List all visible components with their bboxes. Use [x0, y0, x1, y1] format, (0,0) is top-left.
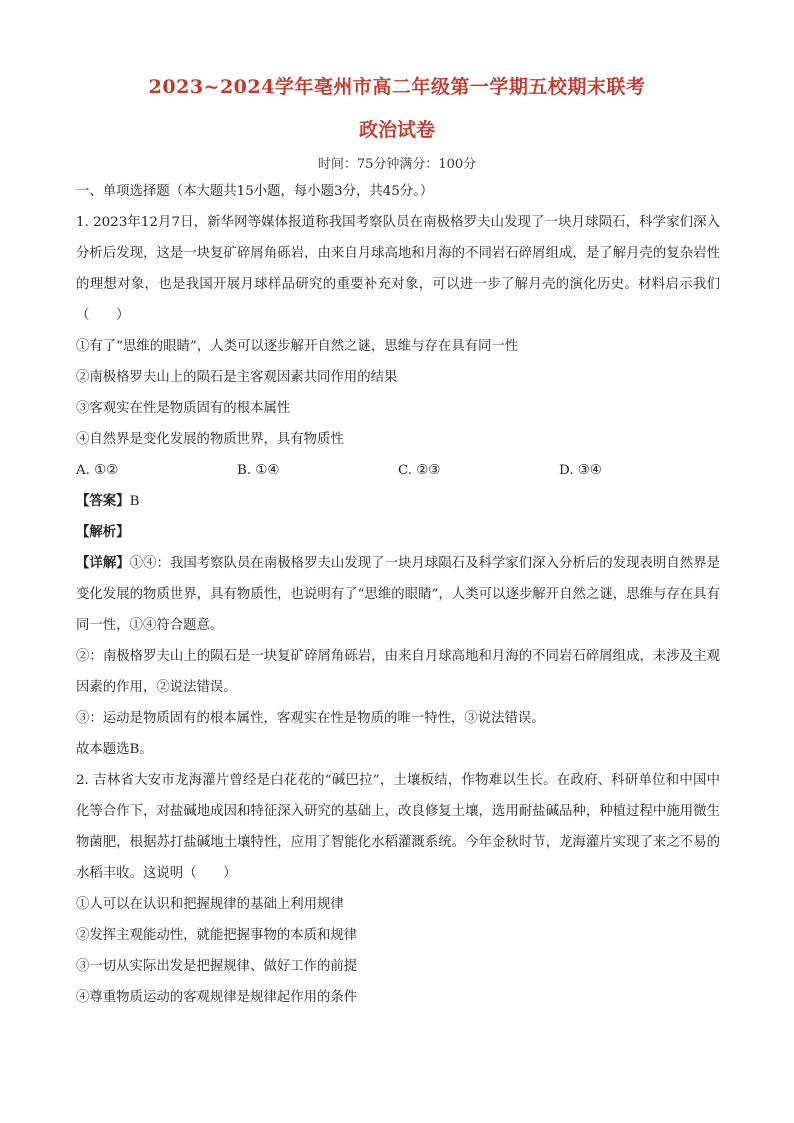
- q1-option-a: A. ①②: [76, 463, 119, 478]
- q2-statement-2: ②发挥主观能动性，就能把握事物的本质和规律: [76, 928, 358, 943]
- q1-statement-4: ④自然界是变化发展的物质世界，具有物质性: [76, 432, 344, 447]
- detail-tag: 【详解】: [76, 555, 130, 571]
- question-2-stem: 2. 吉林省大安市龙海灌片曾经是白花花的“碱巴拉”，土壤板结，作物难以生长。在政府、科研单位和中国中化等合作下，对盐碱地成因和特征深入研究的基础上，改良修复土壤，选用耐盐碱品种，种植过程中施用微生物菌肥，根据苏打盐碱地土壤特性，应用了智能化水稻灌溉系统。今年金秋时节，龙海灌片实现了来之不易的水稻丰收。这说明（ ）: [76, 773, 720, 881]
- q1-conclusion: 故本题选B。: [76, 742, 153, 757]
- q1-statement-2: ②南极格罗夫山上的陨石是主客观因素共同作用的结果: [76, 370, 398, 385]
- section-heading: 一、单项选择题（本大题共15小题，每小题3分，共45分。）: [76, 184, 434, 199]
- q1-statement-3: ③客观实在性是物质固有的根本属性: [76, 401, 291, 416]
- exam-meta: 时间：75分钟满分：100分: [317, 157, 477, 172]
- answer-value: B: [129, 494, 140, 509]
- q1-statement-1: ①有了“思维的眼睛”，人类可以逐步解开自然之谜，思维与存在具有同一性: [76, 339, 519, 354]
- question-1-stem: 1. 2023年12月7日，新华网等媒体报道称我国考察队员在南极格罗夫山发现了一块月球陨石，科学家们深入分析后发现，这是一块复矿碎屑角砾岩，由来自月球高地和月海的不同岩石碎屑组成，是了解月壳的复杂岩性的理想对象，也是我国开展月球样品研究的重要补充对象，可以进一步了解月壳的演化历史。材料启示我们（ ）: [76, 215, 720, 323]
- q2-statement-4: ④尊重物质运动的客观规律是规律起作用的条件: [76, 990, 358, 1005]
- q1-detail-2: ②：南极格罗夫山上的陨石是一块复矿碎屑角砾岩，由来自月球高地和月海的不同岩石碎屑组成，未涉及主观因素的作用，②说法错误。: [76, 649, 720, 695]
- q2-statement-1: ①人可以在认识和把握规律的基础上利用规律: [76, 897, 344, 912]
- q1-option-b: B. ①④: [237, 463, 280, 478]
- q1-detail-3: ③：运动是物质固有的根本属性，客观实在性是物质的唯一特性，③说法错误。: [76, 711, 545, 726]
- q1-analysis-tag: 【解析】: [76, 524, 130, 540]
- answer-tag: 【答案】: [76, 493, 130, 509]
- q1-detail-1-text: ①④：我国考察队员在南极格罗夫山发现了一块月球陨石及科学家们深入分析后的发现表明自然界是变化发展的物质世界，具有物质性，也说明有了“思维的眼睛”，人类可以逐步解开自然之谜，思维与存在具有同一性，①④符合题意。: [76, 556, 720, 633]
- exam-title: 2023~2024学年亳州市高二年级第一学期五校期末联考: [148, 76, 646, 98]
- q1-option-c: C. ②③: [398, 463, 441, 478]
- q2-statement-3: ③一切从实际出发是把握规律、做好工作的前提: [76, 959, 358, 974]
- exam-body: [76, 176, 720, 1013]
- exam-subject: 政治试卷: [358, 119, 435, 141]
- q1-detail-1: [76, 548, 720, 641]
- q1-option-d: D. ③④: [559, 463, 602, 478]
- q1-options: [76, 455, 720, 486]
- q1-answer: [76, 486, 720, 517]
